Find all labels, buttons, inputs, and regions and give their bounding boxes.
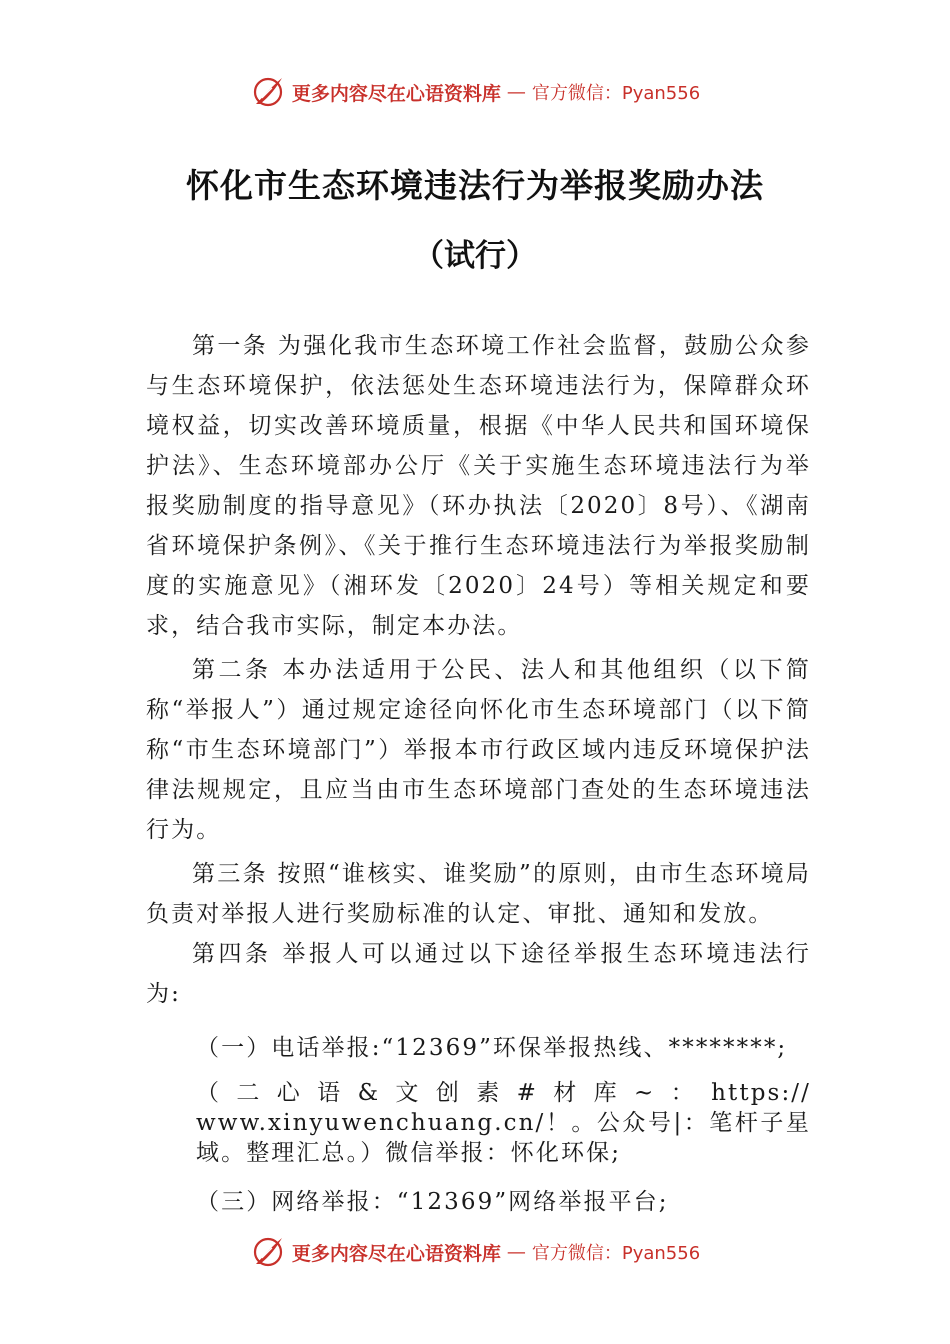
banner-wechat-text: 官方微信：Pyan556	[531, 83, 701, 104]
report-channel-item: （二心语&文创素#材库~：https:// www.xinyuwenchuang.cn/！。公众号|：笔杆子星域。整理汇总。）微信举报：怀化环保;	[196, 1080, 811, 1166]
article-3-paragraph: 第三条 按照“谁核实、谁奖励”的原则，由市生态环境局负责对举报人进行奖励标准的认定、审批、通知和发放。	[146, 861, 811, 927]
article-1-paragraph: 第一条 为强化我市生态环境工作社会监督，鼓励公众参与生态环境保护，依法惩处生态环境违法行为，保障群众环境权益，切实改善环境质量，根据《中华人民共和国环境保护法》、生态环境部办公厅《关于实施生态环境违法行为举报奖励制度的指导意见》（环办执法〔2020〕8号）、《湖南省环境保护条例》、《关于推行生态环境违法行为举报奖励制度的实施意见》（湘环发〔2020〕24号）等相关规定和要求，结合我市实际，制定本办法。	[146, 333, 811, 639]
quill-seal-icon	[250, 74, 286, 110]
document-subtitle: （试行）	[413, 238, 537, 274]
article-4-paragraph: 第四条 举报人可以通过以下途径举报生态环境违法行为:	[146, 941, 811, 1007]
document-title: 怀化市生态环境违法行为举报奖励办法	[186, 166, 764, 205]
banner-wechat-text: 官方微信：Pyan556	[531, 1243, 701, 1264]
quill-seal-icon	[250, 1234, 286, 1270]
report-channel-item: （三）网络举报：“12369”网络举报平台;	[196, 1189, 669, 1215]
banner-main-text: 更多内容尽在心语资料库	[291, 82, 501, 105]
banner-separator: —	[506, 1241, 526, 1263]
header-banner	[0, 72, 950, 112]
footer-banner	[0, 1232, 950, 1272]
banner-main-text: 更多内容尽在心语资料库	[291, 1242, 501, 1265]
document-body	[146, 326, 811, 1222]
banner-separator: —	[506, 81, 526, 103]
report-channel-item: （一）电话举报:“12369”环保举报热线、********;	[196, 1035, 788, 1061]
article-2-paragraph: 第二条 本办法适用于公民、法人和其他组织（以下简称“举报人”）通过规定途径向怀化市生态环境部门（以下简称“市生态环境部门”）举报本市行政区域内违反环境保护法律法规规定，且应当由市生态环境部门查处的生态环境违法行为。	[146, 657, 811, 843]
